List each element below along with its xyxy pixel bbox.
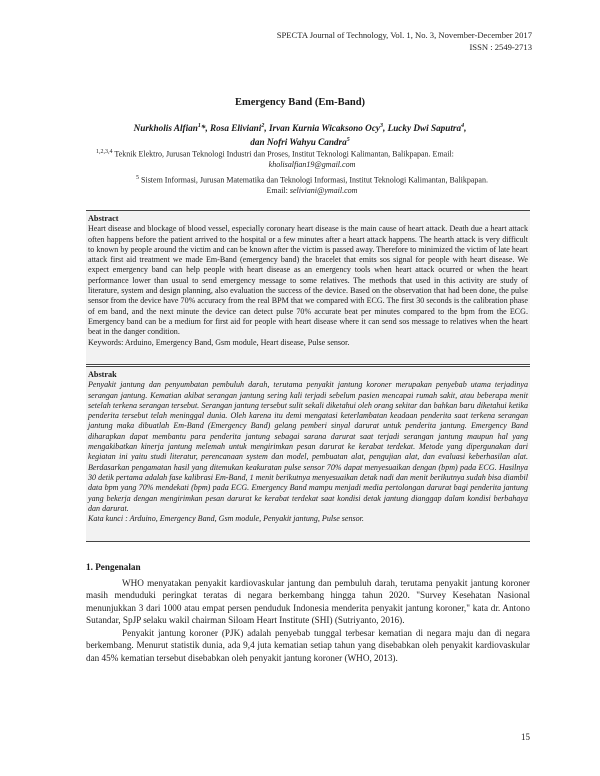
abstract-text: Heart disease and blockage of blood vessel, especially coronary heart disease is the main cause of heart attack. Death due a heart attack often happens before the patient arrived to the hospital or a few minutes after a heart attack happens. The hearth attack is very difficult to known by people around the victim and can be known after the victim is passed away. Therefore to minimized the victim of late heart attack first aid treatment we made Em-Band (emergency band) the bracelet that emits sos signal for people with heart disease. We expect emergency band can help people with heart disease as an emergency tools when heart attack ocurred or when the heart performance lower than usual to send emergency message to some relatives. The methods that used in this activity are study of literature, system and design planning, also evaluation the success of the device. Based on the observation that had been done, the pulse sensor from the device have 70% accuracy from the real BPM that we compared with ECG. The first 30 seconds is the calibration phase of em band, and the next minute the device can detect pulse 70% accurate beat per minutes compared to the bpm from the ECG. Emergency band can be a medium for first aid for people with heart disease where it can send sos message to relatives when the heart beat in the danger condition. [88, 224, 528, 337]
author-name: dan Nofri Wahyu Candra [250, 137, 347, 148]
author-sup: 2 [261, 123, 265, 129]
author-sup: 3 [379, 123, 383, 129]
journal-header [277, 29, 532, 53]
paragraph-1: WHO menyatakan penyakit kardiovaskular jantung dan pembuluh darah, terutama penyakit jantung koroner masih menduduki peringkat teratas di negara berkembang hingga tahun 2020. "Survey Kesehatan Nasional menunjukkan 3 dari 1000 atau empat persen penduduk Indonesia menderita penyakit jantung koroner," kata dr. Antono Sutandar, SpJP selaku wakil chairman Siloam Heart Institute (SHI) (Sutriyanto, 2016). [86, 578, 530, 625]
abstrak-text: Penyakit jantung dan penyumbatan pembuluh darah, terutama penyakit jantung koroner merupakan penyebab utama terjadinya serangan jantung. Kematian akibat serangan jantung sering kali terjadi sebelum pasien mencapai rumah sakit, atau beberapa menit setelah terkena serangan tersebut. Serangan jantung tersebut sulit sekali diketahui oleh orang sekitar dan bahkan baru diketahui ketika penderita tersebut telah meninggal dunia. Oleh karena itu demi mengatasi keterlambatan keadaan penderita saat terkena serangan jantung maka dibuatlah Em-Band (Emergency Band) gelang pemberi sinyal darurat untuk penderita jantung. Emergency Band diharapkan dapat membantu para penderita jantung sebagai sarana darurat saat terjadi serangan jantung maupun hal yang mengakibatkan kinerja jantung melemah untuk mengirimkan pesan darurat ke kerabat terdekat. Metode yang dipergunakan dari kegiatan ini yaitu studi literatur, perencanaan system dan model, pembuatan alat, pengujian alat, dan evaluasi keberhasilan alat. Berdasarkan pengamatan hasil yang ditemukan keakuratan pulse sensor 70% dapat menyesuaikan dengan (bpm) pada ECG. Hasilnya 30 detik pertama adalah fase kalibrasi Em-Band, 1 menit berikutnya menyesuaikan detak nadi dan menit berikutnya sudah bisa diambil data bpm yang 70% mendekati (bpm) pada ECG. Emergency Band mampu menjadi media pertolongan darurat bagi penderita jantung yang bekerja dengan mengirimkan pesan darurat ke kerabat terdekat saat kondisi detak jantung dianggap dalam kondisi berbahaya dan darurat. [88, 380, 528, 513]
journal-citation: SPECTA Journal of Technology, Vol. 1, No. 3, November-December 2017 [276, 30, 532, 40]
section-heading: 1. Pengenalan [86, 562, 141, 572]
affiliation-email[interactable]: seliviani@ymail.com [289, 186, 358, 196]
abstract-indonesian [86, 366, 530, 542]
page-number: 15 [521, 732, 530, 742]
author-name: Irvan Kurnia Wicaksono Ocy [268, 123, 380, 134]
affiliation-sup: 5 [136, 175, 140, 181]
paper-title: Emergency Band (Em-Band) [234, 97, 366, 108]
affiliation-text: Teknik Elektro, Jurusan Teknologi Industri dan Proses, Institut Teknologi Kalimantan, Balikpapan. Email: [114, 149, 454, 159]
abstrak-heading: Abstrak [88, 370, 117, 379]
abstract-english [86, 210, 530, 365]
abstrak-keywords: Kata kunci : Arduino, Emergency Band, Gsm module, Penyakit jantung, Pulse sensor. [88, 514, 364, 524]
author-name: Rosa Eliviani [210, 123, 262, 134]
author-list: Nurkholis Alfian$^1$*, Rosa Eliviani$^2$, Irvan Kurnia Wicaksono Ocy$^3$, Lucky Dwi Saputra$^4$, dan Nofri Wahyu Candra$^5$ [133, 123, 467, 148]
author-sup: 5 [346, 137, 350, 144]
affiliation-text: Sistem Informasi, Jurusan Matematika dan Teknologi Informasi, Institut Teknologi Kalimantan, Balikpapan. [141, 175, 488, 185]
email-label: Email: [266, 186, 288, 196]
section-body [86, 577, 530, 664]
author-sup: 4 [461, 123, 465, 129]
affiliation-2 [96, 173, 528, 197]
abstract-heading: Abstract [88, 214, 119, 223]
affiliation-email[interactable]: kholisalfian19@gmail.com [268, 160, 356, 170]
author-sup: 1 [197, 123, 201, 129]
author-name: Lucky Dwi Saputra [387, 123, 462, 134]
paragraph-2: Penyakit jantung koroner (PJK) adalah penyebab tunggal terbesar kematian di negara maju dan di negara berkembang. Menurut statistik dunia, ada 9,4 juta kematian setiap tahun yang disebabkan oleh penyakit kardiovaskular dan 45% kematian tersebut disebabkan oleh penyakit jantung koroner (WHO, 2013). [86, 628, 530, 663]
affiliation-sup: 1,2,3,4 [96, 149, 113, 155]
affiliation-1 [96, 147, 528, 171]
abstract-keywords: Keywords: Arduino, Emergency Band, Gsm module, Heart disease, Pulse sensor. [88, 337, 350, 347]
author-name: Nurkholis Alfian [133, 123, 198, 134]
journal-issn: ISSN : 2549-2713 [469, 42, 532, 52]
corresponding-mark: * [200, 123, 206, 134]
